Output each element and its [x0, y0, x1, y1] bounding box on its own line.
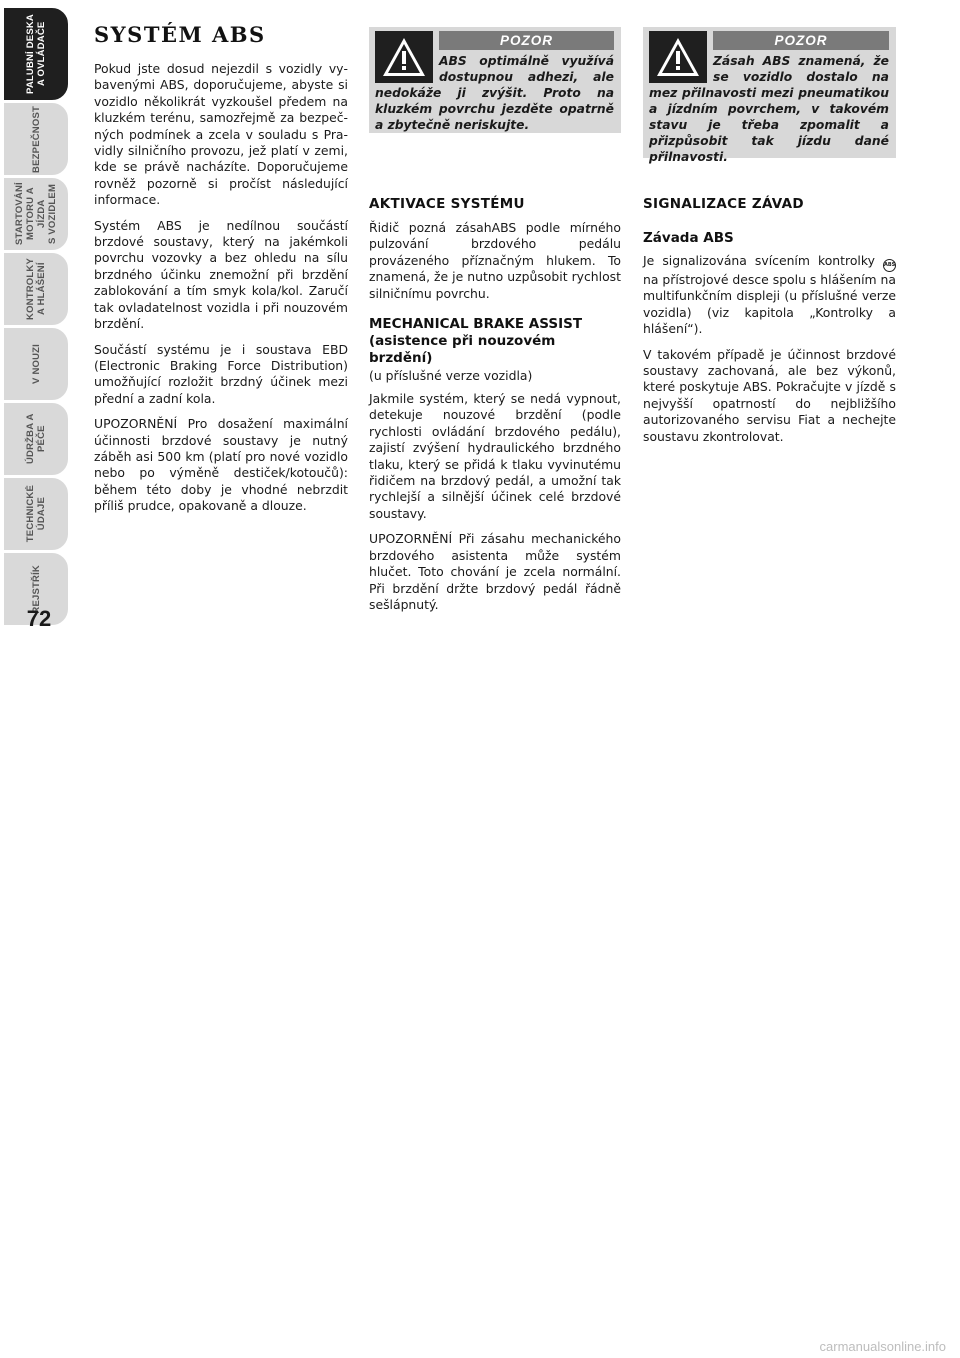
section-heading: SIGNALIZACE ZÁVAD — [643, 196, 804, 212]
page-title: SYSTÉM ABS — [94, 22, 266, 47]
paragraph: UPOZORNĚNÍ Při zásahu mechanického brzdového asistenta může systém hlučet. Toto chování je zcela normální. Při brzdění držte brzdový pedál řádně sešlápnutý. — [369, 531, 621, 612]
paragraph: Součástí systému je i soustava EBD (Electronic Braking Force Distribution) umožňující rozložit brzdný účinek mezi přední a zadní kola. — [94, 341, 348, 406]
section-heading: AKTIVACE SYSTÉMU — [369, 196, 525, 212]
page-number: 72 — [26, 606, 52, 631]
column-fault-signal — [643, 196, 896, 454]
tab-bezpecnost[interactable] — [2, 101, 70, 177]
paragraph: Jakmile systém, který se nedá vypnout, detekuje nouzové brzdění (podle rychlosti ovládání brzdového pedálu), zajistí zvýšení hydraulického brzdného tlaku, který se přidá k tlaku vyvinutému řidičem na brzdový pedál, a umožní tak rychlejší a silnější účinek celé brzdové soustavy. — [369, 391, 621, 521]
tab-label: V NOUZI — [30, 344, 42, 384]
version-note: (u příslušné verze vozidla) — [369, 368, 533, 384]
text: Je signalizována svícením kontrolky — [643, 253, 875, 268]
tab-label: KONTROLKY A HLÁŠENÍ — [25, 258, 47, 320]
column-activation — [369, 196, 621, 622]
warning-text: Zásah ABS znamená, že se vozidlo dostalo na mez přilnavosti mezi pneumatikou a jízdním povrchem, v takovém stavu je třeba zpomalit a přizpůsobit tak jízdu dané přilnavosti. — [649, 54, 889, 164]
tab-kontrolky[interactable] — [2, 251, 70, 327]
column-abs-system — [94, 20, 348, 524]
tab-label: BEZPEČNOST — [30, 105, 42, 173]
warning-label: POZOR — [439, 31, 614, 50]
warning-triangle-icon — [649, 31, 707, 83]
tab-technicke-udaje[interactable] — [2, 476, 70, 552]
paragraph — [643, 253, 896, 338]
tab-label: ÚDRŽBA A PÉČE — [25, 413, 47, 465]
tab-label: PALUBNÍ DESKA A OVLÁDAČE — [25, 13, 47, 94]
warning-box — [643, 27, 896, 164]
subheading: Závada ABS — [643, 230, 734, 246]
abs-warning-light-icon: ABS — [883, 259, 896, 272]
tab-udrzba[interactable] — [2, 401, 70, 477]
paragraph: V takovém případě je účinnost brzdové soustavy zachovaná, ale bez výkonů, které poskytuje ABS. Pokračujte v jízdě s nejvyšší opatrností do nejbližšího autorizovaného servisu Fiat a nechejte soustavu zkontrolovat. — [643, 346, 896, 444]
watermark-text: carmanualsonline.info — [819, 1339, 946, 1354]
tab-v-nouzi[interactable] — [2, 326, 70, 402]
paragraph: Řidič pozná zásahABS podle mírného pulzování brzdového pedálu provázeného příznačným hlukem. To znamená, že je nutno uzpůsobit rychlost silničnímu povrchu. — [369, 220, 621, 301]
warning-triangle-icon — [375, 31, 433, 83]
paragraph: Pokud jste dosud nejezdil s vozidly vybavenými ABS, doporučujeme, abyste si vozidlo několikrát vyzkoušel předem na kluzkém terénu, samozřejmě za bezpečných podmínek a zcela v souladu s Pravidly silničního provozu, jež platí v zemi, kde se právě nacházíte. Doporučujeme rovněž pozorně si pročíst následující informace. — [94, 61, 348, 208]
text: na přístrojové desce spolu s hlášením na multifunkčním displeji (u příslušné verze vozidla) (viz kapitola „Kontrolky a hlášení“). — [643, 272, 896, 337]
tab-label: TECHNICKÉ ÚDAJE — [25, 485, 47, 543]
tab-palubni-deska[interactable] — [2, 6, 70, 102]
warning-text: ABS optimálně využívá dostupnou adhezi, ale nedokáže ji zvýšit. Proto na kluzkém povrchu jezděte opatrně a zbytečně neriskujte. — [375, 54, 614, 132]
paragraph: Systém ABS je nedílnou součástí brzdové soustavy, který na jakémkoli povrchu vozovky a bez ohledu na sílu brzdného účinku znemožní při brzdění zablokování a tím smyk kola/kol. Zaručí tak ovladatelnost vozidla i při nouzovém brzdění. — [94, 217, 348, 332]
warning-box — [369, 27, 621, 133]
warning-label: POZOR — [713, 31, 889, 50]
paragraph: UPOZORNĚNÍ Pro dosažení maximální účinnosti brzdové soustavy je nutný záběh asi 500 km (platí pro nové vozidlo nebo po výměně destiček/kotoučů): během této doby je vhodné nebrzdit příliš prudce, opakovaně a dlouze. — [94, 416, 348, 514]
section-heading: MECHANICAL BRAKE ASSIST (asistence při nouzovém brzdění) — [369, 316, 583, 367]
tab-label: REJSTŘÍK — [30, 564, 42, 614]
tab-startovani[interactable] — [2, 176, 70, 252]
tab-label: STARTOVÁNÍ MOTORU A JÍZDA S VOZIDLEM — [14, 182, 58, 246]
